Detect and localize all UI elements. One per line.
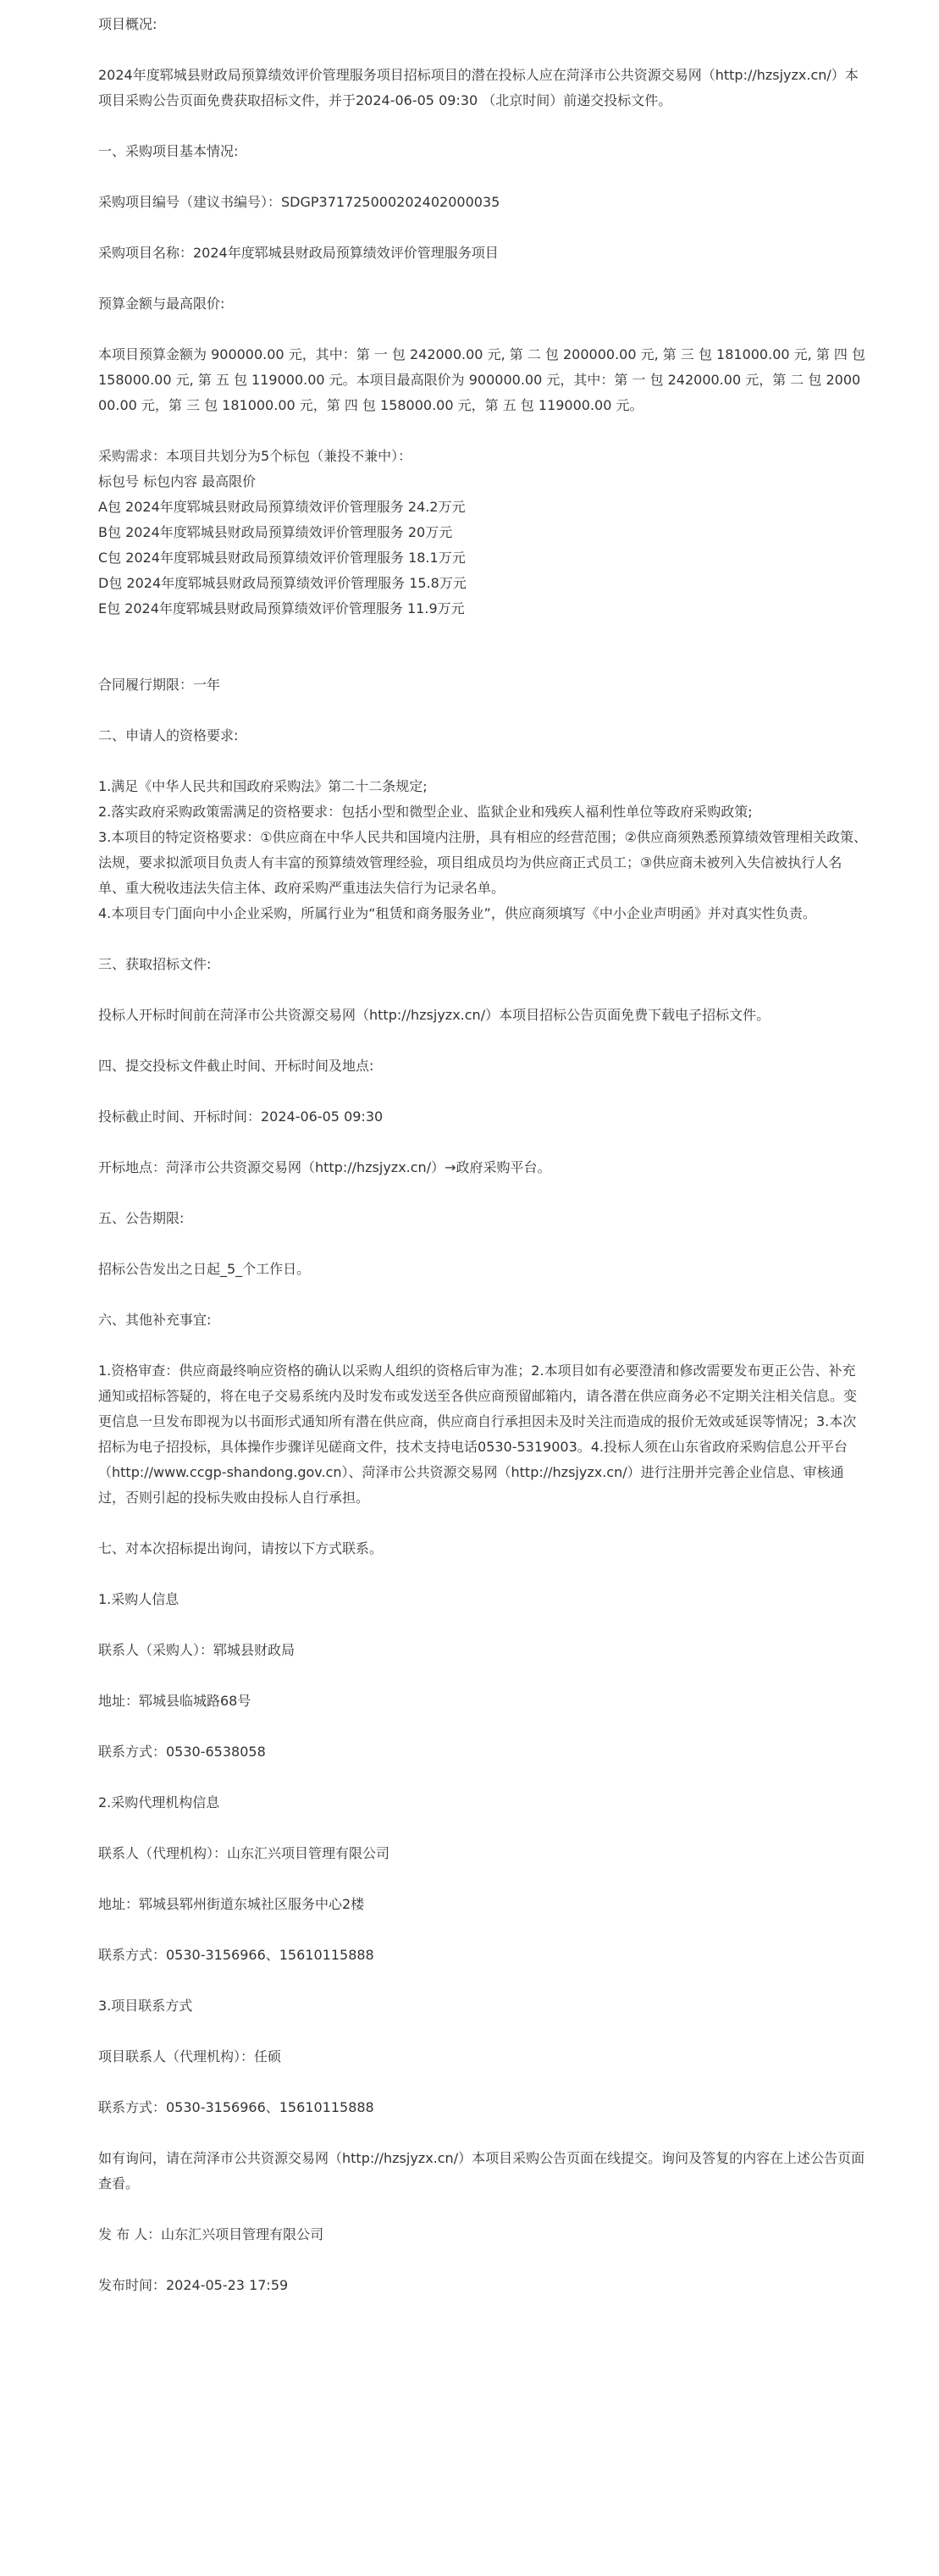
demand-lot-d: D包 2024年度郓城县财政局预算绩效评价管理服务 15.8万元	[98, 575, 467, 591]
qualification-item-4: 4.本项目专门面向中小企业采购，所属行业为“租赁和商务服务业”，供应商须填写《中小企业声明函》并对真实性负责。	[98, 905, 816, 921]
purchaser-contact: 联系人（采购人）：郓城县财政局	[98, 1642, 296, 1658]
procurement-demand-list	[98, 444, 869, 622]
agency-contact: 联系人（代理机构）：山东汇兴项目管理有限公司	[98, 1845, 390, 1861]
budget-text: 本项目预算金额为 900000.00 元，其中：第 一 包 242000.00 元, 第 二 包 200000.00 元, 第 三 包 181000.00 元, 第 四 包 158000.00 元, 第 五 包 119000.00 元。本项目最高限价为 900000.00 元，其中：第 一 包 242000.00 元，第 二 包 200000.00 元，第 三 包 181000.00 元，第 四 包 158000.00 元，第 五 包 119000.00 元。	[98, 346, 865, 413]
project-number: 采购项目编号（建议书编号）：SDGP371725000202402000035	[98, 194, 500, 210]
project-contact: 项目联系人（代理机构）：任硕	[98, 2048, 282, 2065]
spacer	[98, 647, 869, 672]
qualification-list	[98, 774, 869, 926]
agency-address: 地址：郓城县郓州街道东城社区服务中心2楼	[98, 1896, 365, 1912]
demand-lot-c: C包 2024年度郓城县财政局预算绩效评价管理服务 18.1万元	[98, 550, 466, 566]
qualification-item-2: 2.落实政府采购政策需满足的资格要求：包括小型和微型企业、监狱企业和残疾人福利性单位等政府采购政策;	[98, 804, 753, 820]
demand-lot-e: E包 2024年度郓城县财政局预算绩效评价管理服务 11.9万元	[98, 600, 465, 616]
bid-opening-location: 开标地点：菏泽市公共资源交易网（http://hzsjyzx.cn/）→政府采购平台。	[98, 1159, 551, 1175]
section6-heading: 六、其他补充事宜:	[98, 1312, 212, 1328]
purchaser-address: 地址：郓城县临城路68号	[98, 1693, 251, 1709]
section1-heading: 一、采购项目基本情况:	[98, 143, 239, 159]
project-phone: 联系方式：0530-3156966、15610115888	[98, 2099, 374, 2115]
agency-heading: 2.采购代理机构信息	[98, 1794, 220, 1810]
demand-lot-a: A包 2024年度郓城县财政局预算绩效评价管理服务 24.2万元	[98, 499, 466, 515]
bid-deadline: 投标截止时间、开标时间：2024-06-05 09:30	[98, 1108, 384, 1125]
agency-phone: 联系方式：0530-3156966、15610115888	[98, 1947, 374, 1963]
overview-text: 2024年度郓城县财政局预算绩效评价管理服务项目招标项目的潜在投标人应在菏泽市公共资源交易网（http://hzsjyzx.cn/）本项目采购公告页面免费获取招标文件，并于2024-06-05 09:30 （北京时间）前递交投标文件。	[98, 67, 859, 108]
budget-heading: 预算金额与最高限价:	[98, 296, 225, 312]
demand-lot-b: B包 2024年度郓城县财政局预算绩效评价管理服务 20万元	[98, 524, 453, 540]
purchaser-phone: 联系方式：0530-6538058	[98, 1744, 266, 1760]
publish-time: 发布时间：2024-05-23 17:59	[98, 2277, 289, 2293]
section5-text: 招标公告发出之日起_5_个工作日。	[98, 1261, 311, 1277]
section4-heading: 四、提交投标文件截止时间、开标时间及地点:	[98, 1058, 374, 1074]
demand-table-header: 标包号 标包内容 最高限价	[98, 473, 257, 489]
qualification-item-3: 3.本项目的特定资格要求：①供应商在中华人民共和国境内注册，具有相应的经营范围；②供应商须熟悉预算绩效管理相关政策、法规，要求拟派项目负责人有丰富的预算绩效管理经验，项目组成员均为供应商正式员工；③供应商未被列入失信被执行人名单、重大税收违法失信主体、政府采购严重违法失信行为记录名单。	[98, 829, 867, 896]
project-contact-heading: 3.项目联系方式	[98, 1998, 193, 2014]
purchaser-heading: 1.采购人信息	[98, 1591, 180, 1607]
publisher: 发 布 人：山东汇兴项目管理有限公司	[98, 2226, 324, 2242]
announcement-document	[98, 0, 869, 2298]
section3-text: 投标人开标时间前在菏泽市公共资源交易网（http://hzsjyzx.cn/）本项目招标公告页面免费下载电子招标文件。	[98, 1007, 771, 1023]
section5-heading: 五、公告期限:	[98, 1210, 185, 1226]
demand-intro: 采购需求：本项目共划分为5个标包（兼投不兼中）：	[98, 448, 412, 464]
section3-heading: 三、获取招标文件:	[98, 956, 212, 972]
inquiry-text: 如有询问，请在菏泽市公共资源交易网（http://hzsjyzx.cn/）本项目采购公告页面在线提交。询问及答复的内容在上述公告页面查看。	[98, 2150, 865, 2192]
contract-period: 合同履行期限：一年	[98, 677, 221, 693]
section7-heading: 七、对本次招标提出询问，请按以下方式联系。	[98, 1540, 384, 1556]
section6-text: 1.资格审查：供应商最终响应资格的确认以采购人组织的资格后审为准；2.本项目如有必要澄清和修改需要发布更正公告、补充通知或招标答疑的，将在电子交易系统内及时发布或发送至各供应商预留邮箱内，请各潜在供应商务必不定期关注相关信息。变更信息一旦发布即视为以书面形式通知所有潜在供应商，供应商自行承担因未及时关注而造成的报价无效或延误等情况；3.本次招标为电子招投标，具体操作步骤详见磋商文件，技术支持电话0530-5319003。4.投标人须在山东省政府采购信息公开平台（http://www.ccgp-shandong.gov.cn）、菏泽市公共资源交易网（http://hzsjyzx.cn/）进行注册并完善企业信息、审核通过，否则引起的投标失败由投标人自行承担。	[98, 1363, 858, 1506]
qualification-item-1: 1.满足《中华人民共和国政府采购法》第二十二条规定;	[98, 778, 428, 794]
overview-heading: 项目概况:	[98, 16, 157, 32]
section2-heading: 二、申请人的资格要求:	[98, 727, 239, 744]
project-name: 采购项目名称：2024年度郓城县财政局预算绩效评价管理服务项目	[98, 245, 499, 261]
